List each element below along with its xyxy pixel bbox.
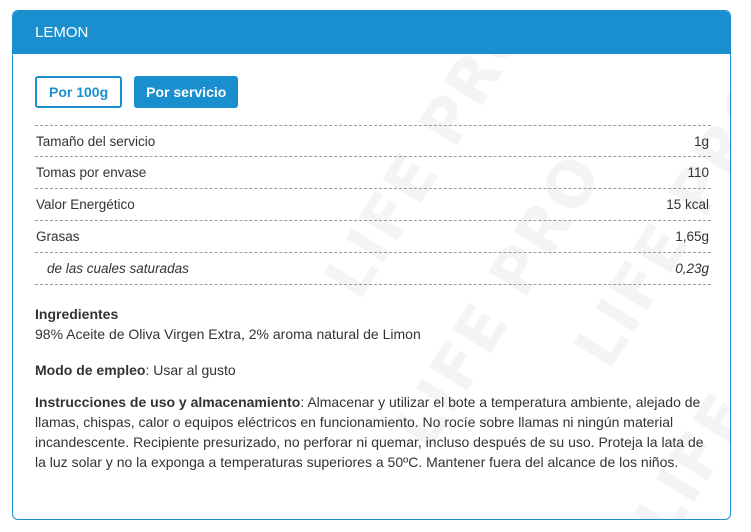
row-value: 1,65g — [675, 229, 709, 244]
table-row — [35, 221, 711, 253]
row-value: 15 kcal — [666, 197, 709, 212]
card-body — [13, 54, 730, 519]
instructions-text: : Almacenar y utilizar el bote a temperatura ambiente, alejado de llamas, chispas, calor o equipos eléctricos en funcionamiento. No rocíe sobre llamas ni ningún material incandescente. Recipiente presurizado, no perforar ni quemar, incluso después de su uso. Proteja la lata de la luz solar y no la exponga a temperaturas superiores a 50ºC. Mantener fuera del alcance de los niños. — [35, 394, 704, 470]
nutrition-table — [35, 125, 711, 285]
ingredients-section — [35, 304, 711, 344]
row-value: 110 — [687, 165, 709, 180]
serving-tabs — [35, 76, 238, 108]
product-title: LEMON — [13, 11, 730, 54]
table-row — [35, 157, 711, 189]
row-value: 1g — [693, 133, 709, 149]
ingredients-heading: Ingredientes — [35, 306, 119, 322]
tab-per-100g[interactable]: Por 100g — [35, 76, 122, 108]
row-label: Tamaño del servicio — [36, 133, 156, 149]
ingredients-text: 98% Aceite de Oliva Virgen Extra, 2% aroma natural de Limon — [35, 326, 421, 342]
table-row — [35, 253, 711, 285]
table-row — [35, 189, 711, 221]
tab-per-serving[interactable]: Por servicio — [134, 76, 238, 108]
usage-section — [35, 360, 711, 380]
row-value: 0,23g — [675, 261, 709, 276]
instructions-section — [35, 392, 711, 472]
row-label: de las cuales saturadas — [47, 261, 189, 276]
table-row — [35, 125, 711, 157]
row-label: Tomas por envase — [36, 165, 147, 180]
instructions-heading: Instrucciones de uso y almacenamiento — [35, 394, 301, 410]
usage-heading: Modo de empleo — [35, 362, 146, 378]
row-label: Valor Energético — [36, 197, 135, 212]
nutrition-card — [12, 10, 731, 520]
row-label: Grasas — [36, 229, 80, 244]
usage-text: : Usar al gusto — [145, 362, 236, 378]
